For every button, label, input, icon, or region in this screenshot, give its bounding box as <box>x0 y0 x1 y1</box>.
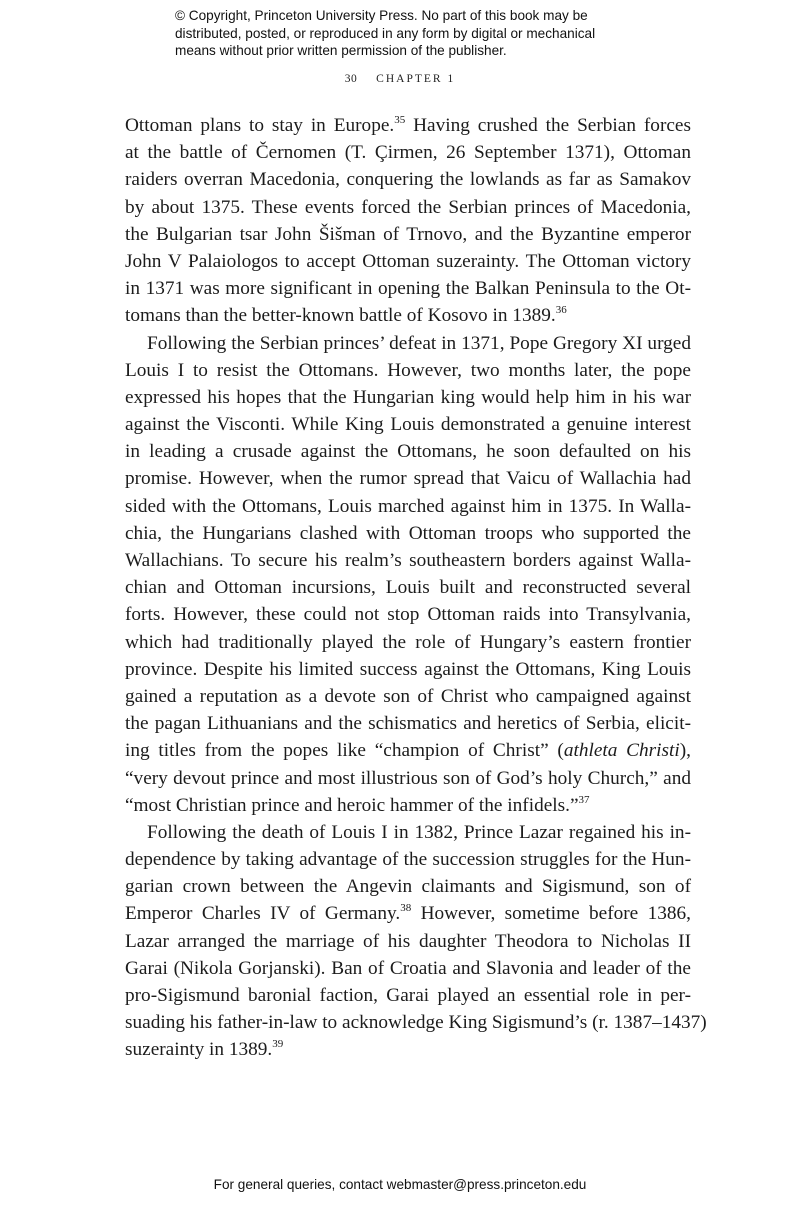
line-text: sided with the Ottomans, Louis marched against him in 1375. In Walla- <box>125 495 691 517</box>
paragraph-line <box>125 139 691 166</box>
line-text: ), <box>679 740 692 762</box>
line-text: expressed his hopes that the Hungarian king would help him in his war <box>125 386 691 408</box>
italic-term: athleta Christi <box>563 740 680 762</box>
paragraph-line <box>125 601 691 628</box>
paragraph-line <box>125 683 691 710</box>
chapter-label: CHAPTER 1 <box>376 73 456 85</box>
line-text: “very devout prince and most illustrious son of God’s holy Church,” and <box>125 767 691 789</box>
paragraph-line <box>125 629 691 656</box>
line-text: Ottoman plans to stay in Europe. <box>125 115 395 136</box>
paragraph-line <box>125 275 691 302</box>
line-text: gained a reputation as a devote son of Christ who campaigned against <box>125 685 691 707</box>
paragraph-line <box>125 248 691 275</box>
line-text: chian and Ottoman incursions, Louis built and reconstructed several <box>125 577 691 599</box>
footnote-ref[interactable]: 37 <box>578 793 590 806</box>
line-text: forts. However, these could not stop Ottoman raids into Transylvania, <box>125 604 691 626</box>
line-text: in leading a crusade against the Ottomans, he soon defaulted on his <box>125 441 691 463</box>
paragraph-first-line <box>125 112 691 139</box>
paragraph-line <box>125 928 691 955</box>
copyright-line: means without prior written permission of the publisher. <box>175 43 507 58</box>
paragraph-line <box>125 520 691 547</box>
footnote-ref[interactable]: 38 <box>400 902 412 915</box>
line-text: pro-Sigismund baronial faction, Garai played an essential role in per- <box>125 985 691 1006</box>
line-text: However, sometime before 1386, <box>411 903 691 925</box>
copyright-line: © Copyright, Princeton University Press. No part of this book may be <box>175 8 588 23</box>
line-text: Following the death of Louis I in 1382, Prince Lazar regained his in- <box>147 821 691 843</box>
line-text: Emperor Charles IV of Germany. <box>125 903 401 925</box>
paragraph-first-line <box>125 819 691 846</box>
line-text: which had traditionally played the role of Hungary’s eastern frontier <box>125 631 691 653</box>
line-text: Lazar arranged the marriage of his daughter Theodora to Nicholas II <box>125 930 691 952</box>
footer-contact: For general queries, contact webmaster@press.princeton.edu <box>213 1177 587 1192</box>
line-text: promise. However, when the rumor spread that Vaicu of Wallachia had <box>125 468 691 490</box>
paragraph-line <box>125 1036 691 1063</box>
line-text: ing titles from the popes like “champion of Christ” ( <box>125 740 564 762</box>
line-text: the Bulgarian tsar John Šišman of Trnovo, and the Byzantine emperor <box>125 223 691 245</box>
paragraph-line <box>125 955 691 982</box>
line-text: Following the Serbian princes’ defeat in 1371, Pope Gregory XI urged <box>147 332 691 354</box>
footnote-ref[interactable]: 36 <box>555 304 567 317</box>
paragraph-line <box>125 302 691 329</box>
line-text: in 1371 was more significant in opening the Balkan Peninsula to the Ot- <box>125 278 691 300</box>
paragraph-line <box>125 411 691 438</box>
line-text: Garai (Nikola Gorjanski). Ban of Croatia and Slavonia and leader of the <box>125 957 691 979</box>
line-text: Wallachians. To secure his realm’s southeastern borders against Walla- <box>125 550 691 571</box>
paragraph-line <box>125 438 691 465</box>
paragraph-line <box>125 900 691 927</box>
line-text: the pagan Lithuanians and the schismatics and heretics of Serbia, elicit- <box>125 713 691 735</box>
line-text: against the Visconti. While King Louis demonstrated a genuine interest <box>125 414 691 436</box>
paragraph-line <box>125 846 691 873</box>
paragraph-line <box>125 194 691 221</box>
paragraph-line <box>125 166 691 193</box>
paragraph-line <box>125 357 691 384</box>
paragraph-first-line <box>125 330 691 357</box>
paragraph-line <box>125 547 691 574</box>
line-text: “most Christian prince and heroic hammer of the infidels.” <box>125 794 579 816</box>
paragraph-line <box>125 737 691 764</box>
running-head <box>0 73 800 85</box>
line-text: by about 1375. These events forced the Serbian princes of Macedonia, <box>125 196 691 218</box>
line-text: garian crown between the Angevin claimants and Sigismund, son of <box>125 876 691 898</box>
paragraph-line <box>125 656 691 683</box>
footnote-ref[interactable]: 35 <box>394 114 406 126</box>
body-text <box>125 112 707 1064</box>
footnote-ref[interactable]: 39 <box>272 1038 284 1051</box>
line-text: raiders overran Macedonia, conquering the lowlands as far as Samakov <box>125 169 691 191</box>
paragraph-line <box>125 465 691 492</box>
paragraph-line <box>125 221 691 248</box>
line-text: Louis I to resist the Ottomans. However, two months later, the pope <box>125 359 691 381</box>
paragraph-line <box>125 710 691 737</box>
copyright-notice <box>175 7 645 60</box>
line-text: at the battle of Černomen (T. Çirmen, 26 September 1371), Ottoman <box>125 142 691 164</box>
line-text: suzerainty in 1389. <box>125 1039 273 1061</box>
line-text: tomans than the better-known battle of Kosovo in 1389. <box>125 305 556 327</box>
paragraph-line <box>125 493 691 520</box>
line-text: province. Despite his limited success against the Ottomans, King Louis <box>125 658 691 680</box>
line-text: chia, the Hungarians clashed with Ottoman troops who supported the <box>125 522 691 544</box>
paragraph-line <box>125 792 691 819</box>
paragraph-line <box>125 765 691 792</box>
line-text: John V Palaiologos to accept Ottoman suzerainty. The Ottoman victory <box>125 250 691 272</box>
page-number: 30 <box>344 73 358 85</box>
line-text: dependence by taking advantage of the succession struggles for the Hun- <box>125 849 691 871</box>
copyright-line: distributed, posted, or reproduced in any form by digital or mechanical <box>175 25 596 41</box>
paragraph-line <box>125 982 691 1009</box>
paragraph-line <box>125 574 691 601</box>
paragraph-line <box>125 873 691 900</box>
paragraph-line <box>125 384 691 411</box>
line-text: suading his father-in-law to acknowledge King Sigismund’s (r. 1387–1437) <box>125 1012 707 1034</box>
paragraph-line <box>125 1009 707 1036</box>
line-text: Having crushed the Serbian forces <box>405 115 691 136</box>
